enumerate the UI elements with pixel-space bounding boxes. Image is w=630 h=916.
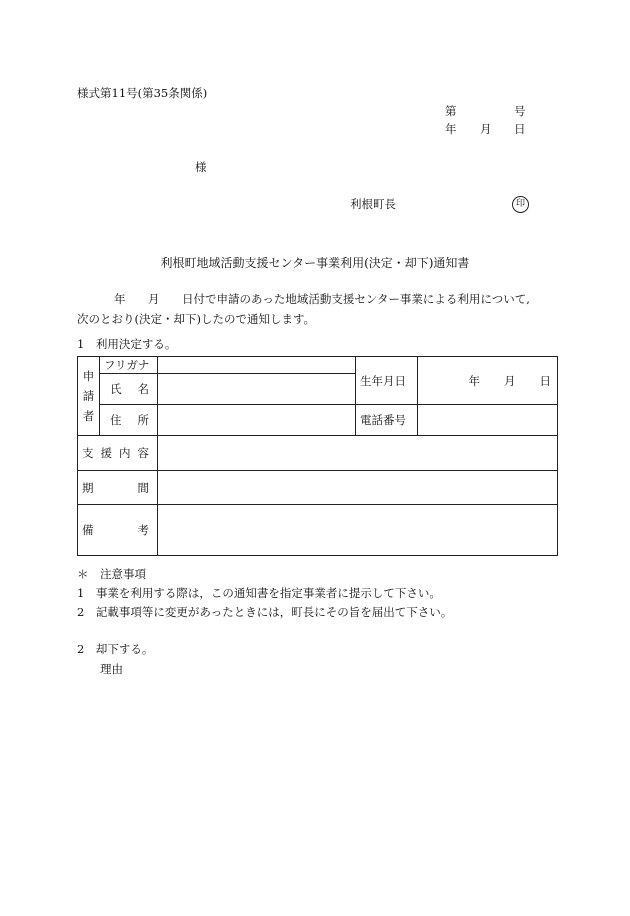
phone-label-cell: [356, 405, 418, 436]
form-number: 様式第11号(第35条関係): [77, 86, 208, 100]
period-char: 期: [82, 480, 94, 495]
notes-item: 1 事業を利用する際は，この通知書を指定事業者に提示して下さい。: [77, 586, 441, 600]
seal-mark: 印: [512, 196, 529, 213]
dob-day: 日: [539, 373, 551, 388]
furigana-label: [100, 357, 158, 374]
body-month: 月: [148, 292, 160, 306]
address-char: 住: [110, 413, 122, 427]
notes-heading: ＊ 注意事項: [77, 567, 146, 581]
section2-title: 2 却下する。: [77, 642, 154, 656]
remarks-value[interactable]: [158, 505, 558, 556]
dob-value-cell[interactable]: [418, 357, 558, 405]
applicant-char: 請: [82, 389, 95, 403]
dob-year: 年: [468, 373, 480, 388]
application-table: [77, 356, 558, 556]
body-line1: 日付で申請のあった地域活動支援センター事業による利用について,: [182, 292, 530, 306]
notes-item: 2 記載事項等に変更があったときには，町長にその旨を届出て下さい。: [77, 605, 453, 619]
applicant-char: 者: [82, 409, 95, 423]
applicant-char: 申: [82, 369, 95, 383]
support-label-cell: [78, 436, 158, 471]
period-label-cell: [78, 471, 158, 505]
date-day: 日: [514, 122, 526, 136]
section2-reason: 理由: [100, 662, 123, 676]
name-char: 名: [137, 382, 149, 396]
address-value[interactable]: [158, 405, 356, 436]
address-char: 所: [137, 413, 149, 427]
address-label-cell: [100, 405, 158, 436]
support-char: 内: [119, 446, 131, 460]
furigana-text: フリガナ: [104, 358, 150, 372]
name-char: 氏: [110, 382, 122, 396]
mayor-label: 利根町長: [350, 197, 396, 211]
date-year: 年: [445, 122, 457, 136]
dob-month: 月: [504, 373, 516, 388]
applicant-label-cell: [78, 357, 100, 436]
remarks-char: 備: [82, 523, 94, 537]
period-char: 間: [137, 480, 149, 495]
doc-number-go: 号: [514, 104, 526, 118]
section1-title: 1 利用決定する。: [77, 337, 177, 351]
remarks-char: 考: [137, 523, 149, 537]
body-year: 年: [114, 292, 126, 306]
support-value[interactable]: [158, 436, 558, 471]
remarks-label-cell: [78, 505, 158, 556]
doc-number-dai: 第: [445, 104, 457, 118]
period-value[interactable]: [158, 471, 558, 505]
name-value[interactable]: [158, 374, 356, 405]
support-char: 援: [100, 446, 112, 460]
phone-label: 電話番号: [360, 413, 406, 427]
dob-label-cell: [356, 357, 418, 405]
date-month: 月: [480, 122, 492, 136]
addressee-sama: 様: [195, 160, 207, 174]
support-char: 容: [137, 446, 149, 460]
support-char: 支: [82, 446, 94, 460]
document-title: 利根町地域活動支援センター事業利用(決定・却下)通知書: [160, 256, 470, 270]
phone-value[interactable]: [418, 405, 558, 436]
body-line2: 次のとおり(決定・却下)したので通知します。: [77, 312, 316, 326]
name-label-cell: [100, 374, 158, 405]
furigana-value[interactable]: [158, 357, 356, 374]
dob-label: 生年月日: [360, 373, 406, 388]
